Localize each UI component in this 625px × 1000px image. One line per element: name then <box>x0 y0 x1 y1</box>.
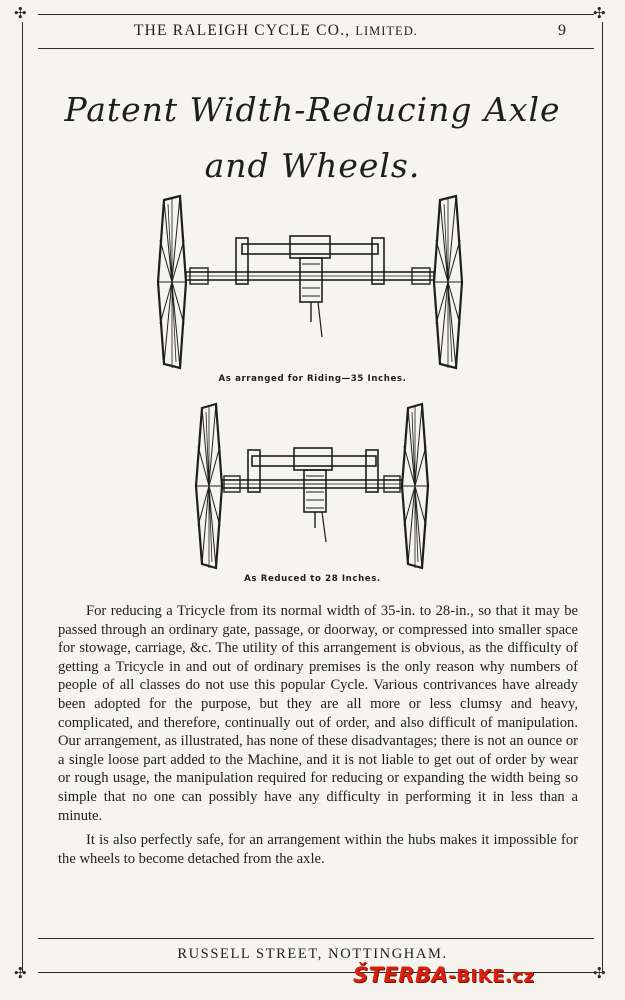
watermark-logo <box>353 963 534 987</box>
figure-caption-reduced: As Reduced to 28 Inches. <box>244 574 381 584</box>
axle-illustration-reduced <box>190 402 440 570</box>
corner-ornament-icon: ✣ <box>593 4 606 22</box>
corner-ornament-icon: ✣ <box>14 4 27 22</box>
watermark-brand: ŠTERBA <box>353 963 449 987</box>
footer-address: RUSSELL STREET, NOTTINGHAM. <box>177 946 448 962</box>
company-limited: LIMITED. <box>355 24 418 38</box>
page-header <box>0 22 625 46</box>
title-line-2: and Wheels. <box>204 146 421 185</box>
watermark-domain: -BIKE.cz <box>448 966 535 987</box>
frame-top-line <box>38 14 594 15</box>
corner-ornament-icon: ✣ <box>593 964 606 982</box>
paragraph-1: For reducing a Tricycle from its normal width of 35-in. to 28-in., so that it may be passed through an ordinary gate, passage, or doorway, or compressed into smaller space for stowage, carriage, &c. The utility of this arrangement is obvious, as the difficulty of getting a Tricycle in and out of ordinary premises is the only reason why numbers of people of all classes do not use this popular Cycle. Various contrivances have already been adopted for the purpose, but they are all more or less clumsy and heavy, complicated, and therefore, continually out of order, and also difficult of manipulation. Our arrangement, as illustrated, has none of these disadvantages; there is not an ounce or a single loose part added to the Machine, and it is not liable to get out of order by wear or rough usage, the manipulation required for reducing or expanding the width being so simple that no one can possibly have any difficulty in performing it in less than a minute. <box>58 603 578 824</box>
axle-illustration-riding <box>150 192 470 372</box>
figure-caption-riding: As arranged for Riding—35 Inches. <box>218 374 407 384</box>
page-number: 9 <box>558 22 566 39</box>
corner-ornament-icon: ✣ <box>14 964 27 982</box>
page-title <box>0 82 625 194</box>
header-company <box>134 22 418 40</box>
footer-rule <box>38 938 594 939</box>
company-name: THE RALEIGH CYCLE CO., <box>134 22 351 39</box>
title-line-1: Patent Width-Reducing Axle <box>64 90 561 129</box>
description-text <box>58 602 578 868</box>
paragraph-2: It is also perfectly safe, for an arrangement within the hubs makes it impossible for the wheels to become detached from the axle. <box>58 832 578 867</box>
header-rule <box>38 48 594 49</box>
